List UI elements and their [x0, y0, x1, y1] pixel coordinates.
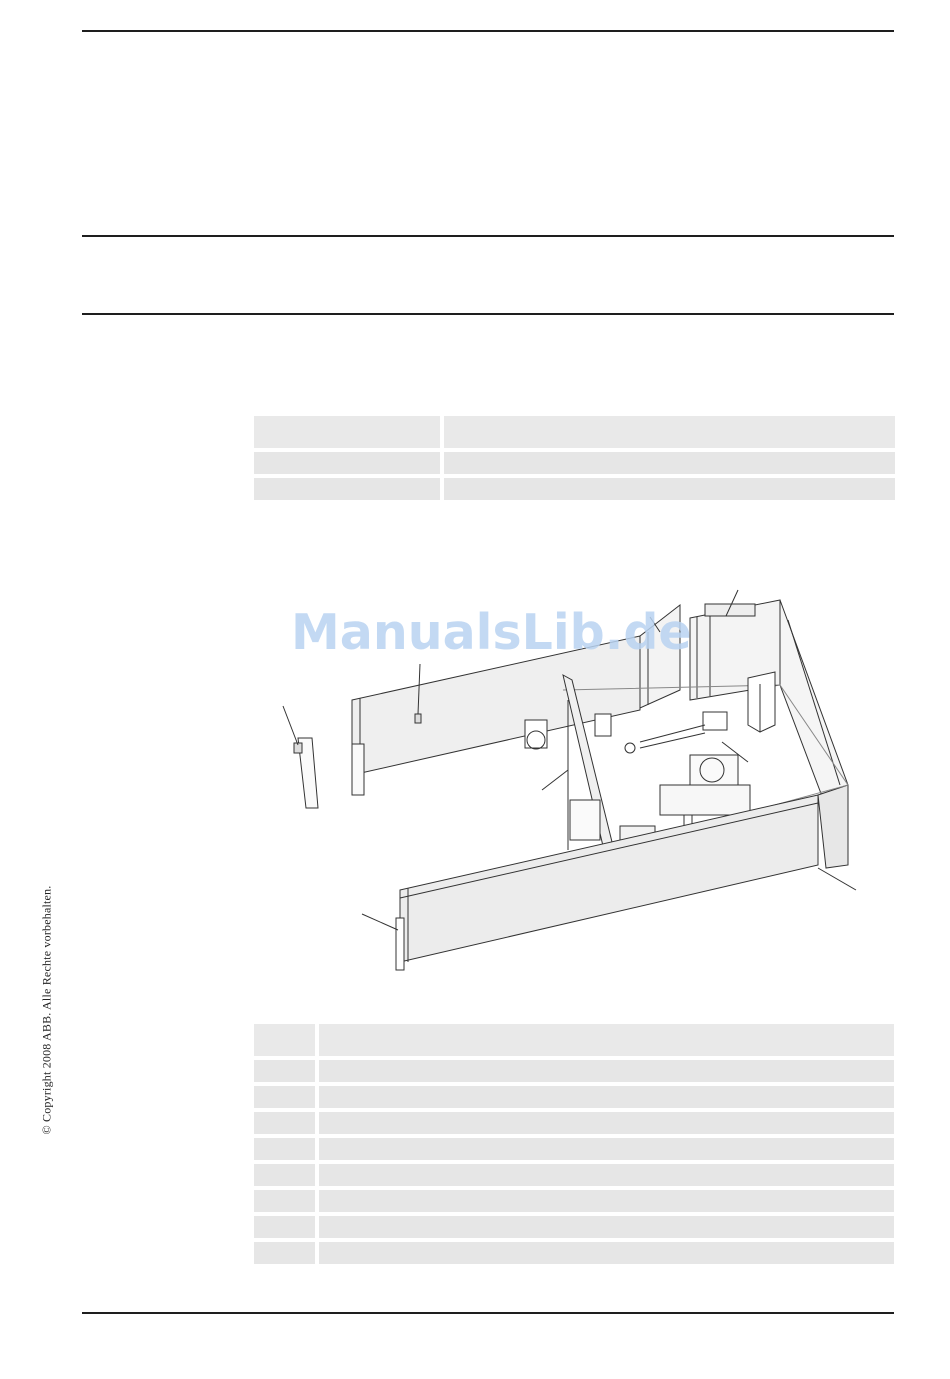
table-bottom-cell [254, 1060, 315, 1082]
table-bottom-header-cell-2 [319, 1024, 894, 1056]
table-bottom-cell [254, 1112, 315, 1134]
section-rule-1 [82, 235, 894, 237]
table-top-cell [254, 452, 440, 474]
watermark: ManualsLib.de [291, 604, 692, 661]
table-bottom-cell [319, 1112, 894, 1134]
table-bottom-cell [319, 1086, 894, 1108]
table-bottom [254, 1024, 894, 1264]
table-top [254, 416, 895, 500]
footer-rule [82, 1312, 894, 1314]
table-top-cell [254, 478, 440, 500]
table-top-cell [444, 452, 895, 474]
table-bottom-cell [319, 1060, 894, 1082]
table-bottom-cell [254, 1138, 315, 1160]
table-bottom-cell [319, 1138, 894, 1160]
table-bottom-header-cell-1 [254, 1024, 315, 1056]
table-top-header-cell-2 [444, 416, 895, 448]
table-bottom-cell [254, 1190, 315, 1212]
table-bottom-cell [319, 1216, 894, 1238]
table-top-header-cell-1 [254, 416, 440, 448]
table-bottom-cell [319, 1164, 894, 1186]
table-top-cell [444, 478, 895, 500]
section-rule-2 [82, 313, 894, 315]
table-bottom-cell [319, 1190, 894, 1212]
table-bottom-cell [254, 1086, 315, 1108]
top-rule [82, 30, 894, 32]
table-bottom-cell [254, 1164, 315, 1186]
copyright-notice: © Copyright 2008 ABB. Alle Rechte vorbehalten. [39, 885, 54, 1135]
table-bottom-cell [254, 1242, 315, 1264]
table-bottom-cell [319, 1242, 894, 1264]
table-bottom-cell [254, 1216, 315, 1238]
